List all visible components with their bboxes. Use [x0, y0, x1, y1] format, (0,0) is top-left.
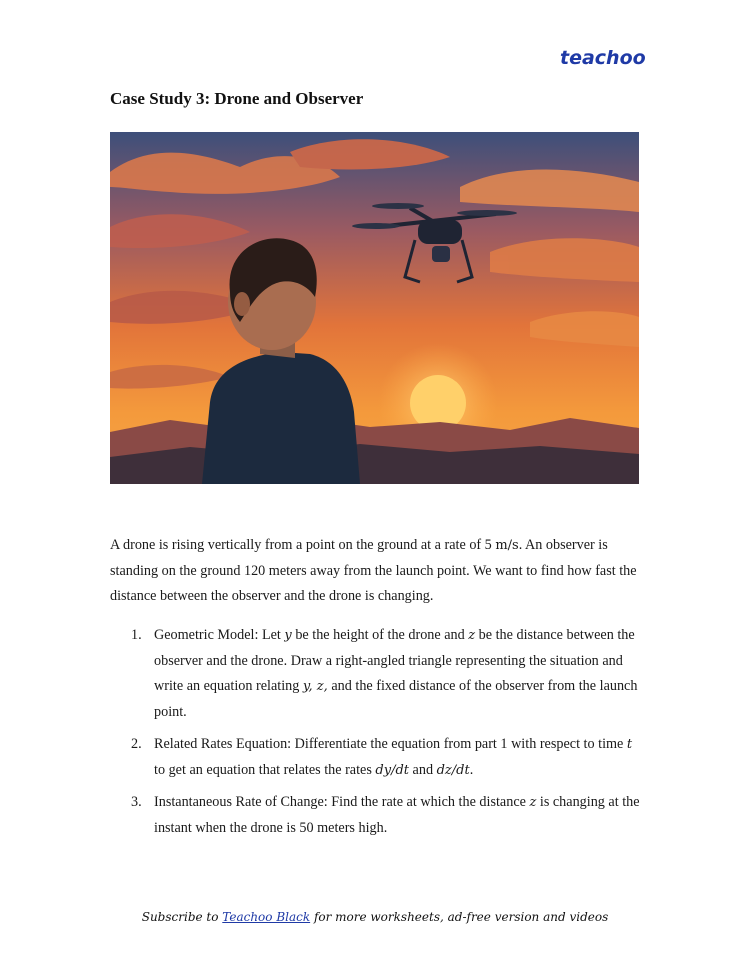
question-item — [110, 732, 642, 783]
question-number: 1. — [131, 627, 142, 643]
intro-text-1: A drone is rising vertically from a point on the ground at a rate of 5 — [110, 537, 496, 553]
math-var: y, z, — [302, 679, 328, 694]
question-text: and the fixed distance of the observer from the launch point. — [154, 678, 638, 720]
math-var: y — [284, 628, 292, 643]
math-var: z — [529, 795, 537, 810]
page-title: Case Study 3: Drone and Observer — [110, 89, 364, 108]
question-list — [110, 623, 642, 848]
math-var: t — [626, 737, 633, 752]
question-number: 2. — [131, 736, 142, 752]
question-text: be the height of the drone and — [291, 627, 469, 643]
question-item — [110, 623, 642, 725]
question-text: is changing at the instant when the drone is 50 meters high. — [154, 794, 640, 836]
math-expr: dy/dt — [375, 762, 409, 778]
question-text: Instantaneous Rate of Change: Find the rate at which the distance — [154, 794, 530, 810]
unit-m-per-s: m/s — [495, 538, 519, 553]
brand-logo: teachoo — [560, 47, 646, 69]
question-text: Related Rates Equation: Differentiate the equation from part 1 with respect to time — [154, 736, 627, 752]
question-text: . — [469, 761, 474, 778]
math-var: z — [468, 628, 476, 643]
question-text: and — [409, 761, 437, 778]
question-text: Geometric Model: Let — [154, 627, 285, 643]
footer-text: Subscribe to — [141, 910, 223, 924]
footer — [0, 910, 750, 924]
math-expr: dz/dt — [436, 762, 470, 778]
teachoo-black-link[interactable]: Teachoo Black — [222, 910, 311, 924]
intro-paragraph — [110, 533, 642, 610]
question-text: be the distance between the observer and the drone. Draw a right-angled triangle representing the situation and write an equation relating — [154, 627, 635, 694]
question-item — [110, 790, 642, 841]
hero-illustration — [110, 132, 639, 484]
question-number: 3. — [131, 794, 142, 810]
intro-text-2: . An observer is standing on the ground 120 meters away from the launch point. We want to find how fast the distance between the observer and the drone is changing. — [110, 537, 637, 604]
question-text: to get an equation that relates the rates — [154, 761, 376, 778]
footer-text: for more worksheets, ad-free version and videos — [310, 910, 609, 924]
